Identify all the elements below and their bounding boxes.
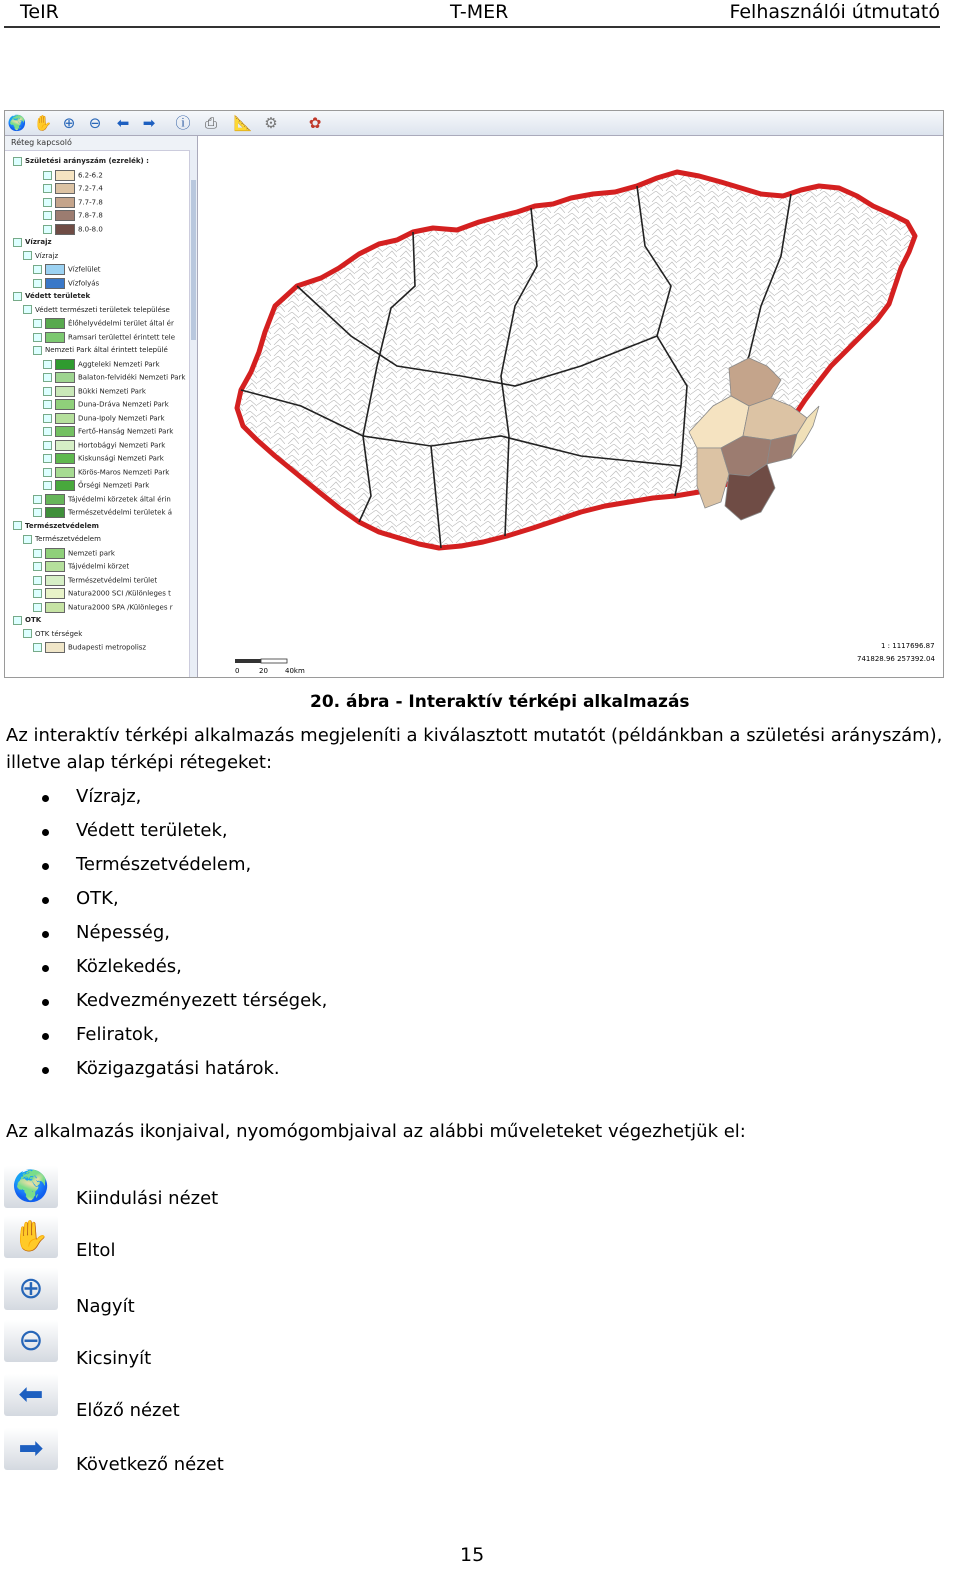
legend-swatch <box>45 642 65 653</box>
layer-checkbox[interactable] <box>43 184 52 193</box>
legend-swatch <box>45 507 65 518</box>
layer-row[interactable] <box>23 251 58 262</box>
layer-row[interactable] <box>43 440 165 451</box>
layer-checkbox[interactable] <box>43 373 52 382</box>
zoom-in-icon: ⊕ <box>4 1268 58 1310</box>
scale-ratio: 1 : 1117696.87 <box>881 642 935 650</box>
scale-label-40: 40km <box>285 667 305 675</box>
legend-swatch <box>45 588 65 599</box>
layer-label: Természetvédelmi területek á <box>68 508 173 517</box>
layer-label: Védett területek <box>25 292 91 300</box>
bullet-text: OTK, <box>76 888 119 909</box>
layer-panel-title: Réteg kapcsoló <box>5 136 197 151</box>
layer-checkbox[interactable] <box>33 562 42 571</box>
settings-icon[interactable]: ⚙ <box>264 114 278 132</box>
layer-label: Vízfolyás <box>68 279 100 287</box>
bullet-dot <box>42 1033 49 1040</box>
layer-row[interactable] <box>43 399 169 410</box>
layer-label: Kiskunsági Nemzeti Park <box>78 454 164 463</box>
layer-label: OTK térségek <box>35 629 83 638</box>
app-screenshot <box>4 110 944 678</box>
globe-icon[interactable]: 🌍 <box>7 114 27 132</box>
legend-swatch <box>55 197 75 208</box>
layer-label: 7.8-7.8 <box>78 211 103 220</box>
bullet-text: Népesség, <box>76 922 171 943</box>
legend-swatch <box>45 318 65 329</box>
legend-swatch <box>55 399 75 410</box>
layer-row[interactable] <box>43 480 149 491</box>
legend-swatch <box>45 602 65 613</box>
layer-row[interactable] <box>43 170 103 181</box>
coordinate-readout: 741828.96 257392.04 <box>857 655 935 663</box>
layer-checkbox[interactable] <box>33 346 42 355</box>
legend-swatch <box>55 183 75 194</box>
layer-label: Természetvédelem <box>35 535 101 543</box>
layer-label: 7.7-7.8 <box>78 198 103 206</box>
arrow-left-icon: ⬅ <box>4 1374 58 1416</box>
layer-label: Fertő-Hanság Nemzeti Park <box>78 427 174 436</box>
layer-checkbox[interactable] <box>13 238 22 247</box>
layer-label: Természetvédelmi terület <box>68 576 158 584</box>
layer-row[interactable] <box>43 359 160 370</box>
layer-checkbox[interactable] <box>13 616 22 625</box>
layer-row[interactable] <box>33 548 115 559</box>
hand-icon[interactable]: ✋ <box>33 114 53 132</box>
layer-row[interactable] <box>33 318 174 329</box>
bullet-dot <box>42 897 49 904</box>
layer-row[interactable] <box>43 413 165 424</box>
layer-label: Védett természeti területek települése <box>35 305 170 314</box>
layer-label: 7.2-7.4 <box>78 184 103 193</box>
legend-swatch <box>55 453 75 464</box>
layer-row[interactable] <box>33 507 172 518</box>
layer-row[interactable] <box>13 521 99 532</box>
layer-checkbox[interactable] <box>33 589 42 598</box>
layer-checkbox[interactable] <box>43 225 52 234</box>
layer-row[interactable] <box>33 561 129 572</box>
operations-paragraph: Az alkalmazás ikonjaival, nyomógombjaival az alábbi műveleteket végezhetjük el: <box>6 1121 746 1142</box>
layer-checkbox[interactable] <box>33 319 42 328</box>
layer-row[interactable] <box>33 642 146 653</box>
layer-label: Duna-Dráva Nemzeti Park <box>78 400 169 409</box>
bullet-dot <box>42 965 49 972</box>
figure-caption: 20. ábra - Interaktív térképi alkalmazás <box>310 692 690 712</box>
layer-checkbox[interactable] <box>13 521 22 530</box>
arrow-right-icon: ➡ <box>4 1428 58 1470</box>
layer-checkbox[interactable] <box>23 251 32 260</box>
legend-swatch <box>45 332 65 343</box>
map-toolbar <box>5 111 943 136</box>
layer-label: Tájvédelmi körzet <box>68 562 130 571</box>
zoom-in-icon[interactable]: ⊕ <box>62 114 76 132</box>
legend-swatch <box>55 170 75 181</box>
layer-checkbox[interactable] <box>23 535 32 544</box>
layer-row[interactable] <box>33 278 99 289</box>
layer-row[interactable] <box>13 156 149 167</box>
layer-label: Természetvédelem <box>25 521 99 530</box>
operation-label: Nagyít <box>76 1296 135 1317</box>
layer-checkbox[interactable] <box>23 305 32 314</box>
operation-label: Kicsinyít <box>76 1348 152 1369</box>
bullet-dot <box>42 829 49 836</box>
layer-checkbox[interactable] <box>43 198 52 207</box>
operation-label: Eltol <box>76 1240 116 1261</box>
layer-label: Natura2000 SCI /Különleges t <box>68 589 171 598</box>
layer-row[interactable] <box>33 588 171 599</box>
layer-row[interactable] <box>33 575 157 586</box>
bullet-text: Természetvédelem, <box>76 854 252 875</box>
legend-swatch <box>45 278 65 289</box>
layer-checkbox[interactable] <box>23 629 32 638</box>
legend-swatch <box>45 494 65 505</box>
layer-label: Balaton-felvidéki Nemzeti Park <box>78 373 186 382</box>
legend-swatch <box>55 413 75 424</box>
layer-row[interactable] <box>33 494 171 505</box>
bullet-text: Közigazgatási határok. <box>76 1058 280 1079</box>
bullet-text: Közlekedés, <box>76 956 182 977</box>
layer-checkbox[interactable] <box>43 468 52 477</box>
measure-icon[interactable]: 📐 <box>233 114 253 132</box>
layer-row[interactable] <box>33 332 175 343</box>
header-left: TeIR <box>20 1 59 23</box>
layer-label: Bükki Nemzeti Park <box>78 387 146 395</box>
layer-label: Őrségi Nemzeti Park <box>78 481 150 490</box>
layer-row[interactable] <box>43 183 103 194</box>
layer-row[interactable] <box>43 197 103 208</box>
country-outline <box>237 172 915 548</box>
layer-checkbox[interactable] <box>33 576 42 585</box>
layer-checkbox[interactable] <box>33 508 42 517</box>
layer-checkbox[interactable] <box>43 360 52 369</box>
layer-label: Vízfelület <box>68 265 101 274</box>
help-icon[interactable]: ✿ <box>308 114 322 132</box>
layer-label: Vízrajz <box>25 238 52 246</box>
layer-row[interactable] <box>33 345 168 356</box>
layer-label: Budapesti metropolisz <box>68 643 147 652</box>
layer-label: Hortobágyi Nemzeti Park <box>78 441 166 449</box>
layer-label: 8.0-8.0 <box>78 225 103 233</box>
layer-row[interactable] <box>43 372 185 383</box>
layer-checkbox[interactable] <box>43 414 52 423</box>
layer-checkbox[interactable] <box>43 171 52 180</box>
layer-checkbox[interactable] <box>43 441 52 450</box>
layer-row[interactable] <box>43 386 146 397</box>
layer-checkbox[interactable] <box>33 279 42 288</box>
layer-label: Duna-Ipoly Nemzeti Park <box>78 414 165 422</box>
layer-row[interactable] <box>23 305 170 316</box>
layer-label: Nemzeti Park által érintett települé <box>45 346 168 354</box>
layer-checkbox[interactable] <box>33 643 42 652</box>
layer-checkbox[interactable] <box>33 495 42 504</box>
layer-checkbox[interactable] <box>43 481 52 490</box>
layer-row[interactable] <box>43 210 103 221</box>
layer-checkbox[interactable] <box>33 549 42 558</box>
layer-checkbox[interactable] <box>13 157 22 166</box>
globe-icon: 🌍 <box>4 1166 58 1208</box>
legend-swatch <box>55 386 75 397</box>
operation-label: Kiindulási nézet <box>76 1188 219 1209</box>
operation-label: Következő nézet <box>76 1454 224 1475</box>
layer-label: Élőhelyvédelmi terület által ér <box>68 319 174 328</box>
bullet-dot <box>42 931 49 938</box>
page-number: 15 <box>460 1544 485 1566</box>
layer-row[interactable] <box>43 426 173 437</box>
layer-row[interactable] <box>43 224 103 235</box>
layer-row[interactable] <box>13 237 52 248</box>
legend-swatch <box>55 480 75 491</box>
bullet-text: Vízrajz, <box>76 786 142 807</box>
legend-swatch <box>45 548 65 559</box>
arrow-left-icon[interactable]: ⬅ <box>116 114 130 132</box>
header-center: T-MER <box>450 1 509 23</box>
legend-swatch <box>55 210 75 221</box>
bullet-dot <box>42 795 49 802</box>
arrow-right-icon[interactable]: ➡ <box>142 114 156 132</box>
scale-label-20: 20 <box>259 667 268 675</box>
layer-panel-scrollbar[interactable] <box>189 150 197 677</box>
layer-checkbox[interactable] <box>43 427 52 436</box>
bullet-text: Feliratok, <box>76 1024 160 1045</box>
scale-label-0: 0 <box>235 667 240 675</box>
legend-swatch <box>55 359 75 370</box>
zoom-out-icon: ⊖ <box>4 1320 58 1362</box>
layer-label: Születési arányszám (ezrelék) : <box>25 157 149 165</box>
page-header <box>4 0 940 28</box>
bullet-dot <box>42 1067 49 1074</box>
layer-row[interactable] <box>23 629 82 640</box>
layer-row[interactable] <box>33 602 173 613</box>
layer-label: OTK <box>25 616 42 624</box>
layer-label: Aggteleki Nemzeti Park <box>78 360 160 368</box>
legend-swatch <box>55 224 75 235</box>
layer-row[interactable] <box>43 453 164 464</box>
layer-label: 6.2-6.2 <box>78 171 103 179</box>
legend-swatch <box>55 372 75 383</box>
bullet-dot <box>42 999 49 1006</box>
info-icon[interactable]: ⓘ <box>175 114 191 132</box>
legend-swatch <box>45 264 65 275</box>
print-icon[interactable]: ⎙ <box>204 114 217 132</box>
layer-checkbox[interactable] <box>33 265 42 274</box>
layer-checkbox[interactable] <box>33 603 42 612</box>
layer-row[interactable] <box>13 291 90 302</box>
bullet-text: Védett területek, <box>76 820 228 841</box>
layer-label: Vízrajz <box>35 251 59 260</box>
layer-label: Tájvédelmi körzetek által érin <box>68 495 171 503</box>
layer-row[interactable] <box>33 264 101 275</box>
layer-label: Nemzeti park <box>68 549 115 557</box>
legend-swatch <box>45 561 65 572</box>
layer-label: Ramsari területtel érintett tele <box>68 333 176 341</box>
legend-swatch <box>55 467 75 478</box>
layer-checkbox[interactable] <box>33 333 42 342</box>
legend-swatch <box>55 440 75 451</box>
layer-checkbox[interactable] <box>43 387 52 396</box>
intro-paragraph: Az interaktív térképi alkalmazás megjeleníti a kiválasztott mutatót (példánkban a születési arányszám), illetve alap térképi rétegeket: <box>6 725 943 773</box>
header-right: Felhasználói útmutató <box>729 1 940 23</box>
bullet-text: Kedvezményezett térségek, <box>76 990 328 1011</box>
layer-label: Körös-Maros Nemzeti Park <box>78 468 170 476</box>
layer-checkbox[interactable] <box>43 211 52 220</box>
layer-checkbox[interactable] <box>13 292 22 301</box>
legend-swatch <box>55 426 75 437</box>
legend-swatch <box>45 575 65 586</box>
bullet-dot <box>42 863 49 870</box>
layer-panel <box>5 136 198 677</box>
map-canvas[interactable] <box>201 136 943 677</box>
layer-checkbox[interactable] <box>43 400 52 409</box>
hand-icon: ✋ <box>4 1216 58 1258</box>
layer-row[interactable] <box>43 467 169 478</box>
layer-row[interactable] <box>13 615 41 626</box>
layer-row[interactable] <box>23 534 101 545</box>
layer-checkbox[interactable] <box>43 454 52 463</box>
scale-bar <box>235 659 305 675</box>
operation-label: Előző nézet <box>76 1400 180 1421</box>
layer-label: Natura2000 SPA /Különleges r <box>68 603 173 611</box>
zoom-out-icon[interactable]: ⊖ <box>88 114 102 132</box>
